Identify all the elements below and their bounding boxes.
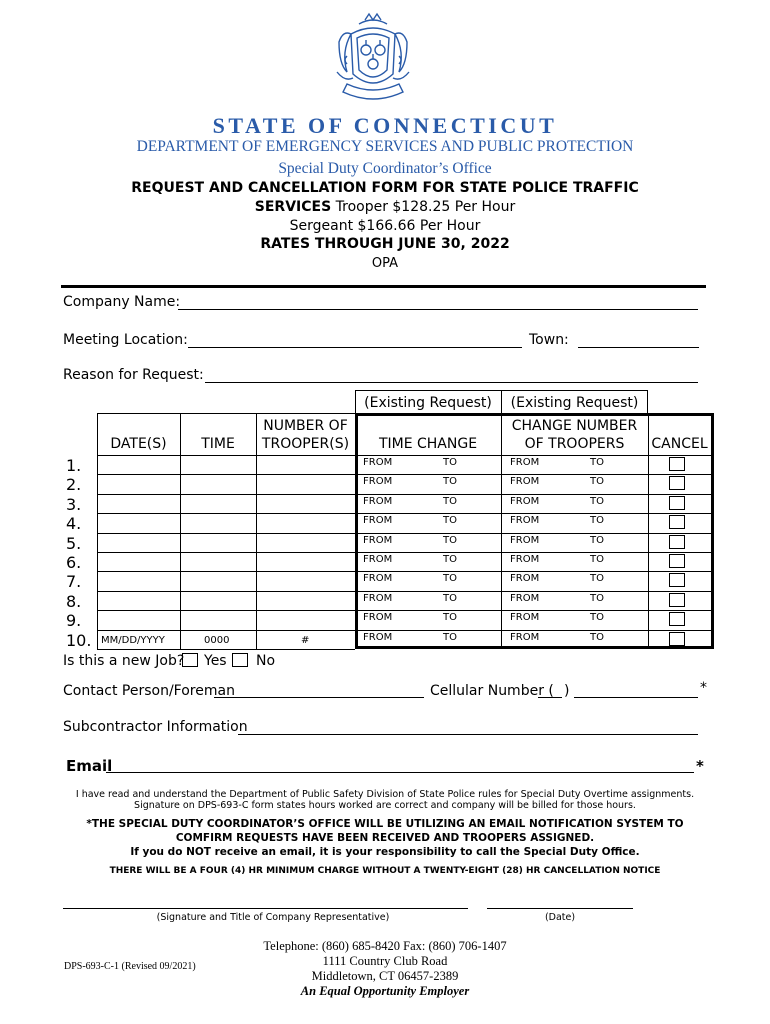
row-number: 10. — [66, 630, 92, 650]
time-change-to[interactable]: TO — [443, 592, 457, 604]
troopers-cell[interactable] — [257, 534, 355, 552]
troopers-change-from[interactable]: FROM — [510, 457, 540, 468]
col-troopers-1: NUMBER OF — [263, 418, 348, 434]
troopers-change-from[interactable]: FROM — [510, 612, 540, 624]
email-field[interactable] — [106, 772, 694, 773]
time-change-to[interactable]: TO — [443, 631, 457, 643]
troopers-change-from[interactable]: FROM — [510, 476, 540, 488]
new-job-yes-label: Yes — [204, 653, 227, 669]
time-change-from[interactable]: FROM — [363, 592, 393, 604]
row-number: 9. — [66, 611, 82, 631]
time-cell[interactable] — [181, 592, 256, 610]
time-change-to[interactable]: TO — [443, 573, 457, 585]
troopers-cell[interactable] — [257, 456, 355, 474]
email-notice-2: COMFIRM REQUESTS HAVE BEEN RECEIVED AND TROOPERS ASSIGNED. — [175, 832, 595, 844]
troopers-cell[interactable] — [257, 572, 355, 590]
footer-address-2: Middletown, CT 06457-2389 — [311, 969, 459, 983]
date-label: (Date) — [544, 912, 576, 923]
time-change-to[interactable]: TO — [443, 534, 457, 546]
subcontractor-label: Subcontractor Information — [63, 719, 248, 735]
col-troopers-2: TROOPER(S) — [261, 436, 350, 452]
time-cell[interactable] — [181, 553, 256, 571]
time-change-to[interactable]: TO — [443, 495, 457, 507]
date-line[interactable] — [487, 908, 633, 909]
new-job-question: Is this a new Job? — [63, 653, 185, 669]
troopers-cell[interactable] — [257, 475, 355, 493]
company-name-label: Company Name: — [63, 294, 181, 310]
form-id: DPS-693-C-1 (Revised 09/2021) — [64, 961, 196, 972]
cancel-checkbox[interactable] — [669, 632, 685, 646]
time-change-to[interactable]: TO — [443, 612, 457, 624]
meeting-location-field[interactable] — [188, 347, 522, 348]
table-bottom — [97, 649, 355, 650]
cellular-field[interactable] — [574, 697, 698, 698]
col-time-change: TIME CHANGE — [378, 436, 478, 452]
sergeant-rate: Sergeant $166.66 Per Hour — [289, 218, 481, 234]
new-job-no-checkbox[interactable] — [232, 653, 248, 667]
email-required-star: * — [696, 757, 704, 775]
troopers-change-to[interactable]: TO — [590, 573, 604, 585]
signature-label: (Signature and Title of Company Representative) — [156, 912, 390, 923]
cellular-label: Cellular Number ( — [430, 683, 554, 699]
cancel-checkbox[interactable] — [669, 535, 685, 549]
existing-request-label-2: (Existing Request) — [510, 395, 639, 411]
new-job-yes-checkbox[interactable] — [182, 653, 198, 667]
col-change-number-2: OF TROOPERS — [524, 436, 625, 452]
time-cell[interactable] — [181, 534, 256, 552]
time-change-from[interactable]: FROM — [363, 573, 393, 585]
cancel-checkbox[interactable] — [669, 573, 685, 587]
cancel-checkbox[interactable] — [669, 457, 685, 471]
troopers-change-to[interactable]: TO — [590, 515, 604, 527]
row-number: 5. — [66, 533, 82, 553]
row-number: 1. — [66, 456, 82, 475]
cancel-checkbox[interactable] — [669, 515, 685, 529]
cancel-checkbox[interactable] — [669, 496, 685, 510]
troopers-change-from[interactable]: FROM — [510, 554, 540, 565]
footer-address-1: 1111 Country Club Road — [322, 954, 448, 968]
email-notice-1: *THE SPECIAL DUTY COORDINATOR’S OFFICE WILL BE UTILIZING AN EMAIL NOTIFICATION SYSTEM TO — [86, 818, 684, 830]
troopers-change-to[interactable]: TO — [590, 631, 604, 643]
email-notice-3: If you do NOT receive an email, it is your responsibility to call the Special Duty Office. — [130, 846, 640, 858]
time-cell[interactable] — [181, 572, 256, 590]
date-cell[interactable] — [98, 611, 180, 629]
row-number: 3. — [66, 494, 82, 514]
footer-eoe: An Equal Opportunity Employer — [300, 984, 470, 998]
troopers-change-to[interactable]: TO — [590, 592, 604, 604]
company-name-field[interactable] — [178, 309, 698, 310]
town-label: Town: — [529, 332, 569, 348]
time-cell[interactable] — [181, 456, 256, 474]
troopers-change-from[interactable]: FROM — [510, 495, 540, 507]
read-statement-2: Signature on DPS-693-C form states hours worked are correct and company will be billed for those hours. — [134, 800, 636, 811]
date-placeholder: MM/DD/YYYY — [101, 634, 165, 646]
time-change-from[interactable]: FROM — [363, 515, 393, 527]
trooper-rate: SERVICES Trooper $128.25 Per Hour — [254, 199, 516, 215]
existing-request-label-1: (Existing Request) — [364, 395, 492, 411]
time-change-to[interactable]: TO — [443, 457, 457, 468]
troopers-cell[interactable] — [257, 495, 355, 513]
time-cell[interactable] — [181, 514, 256, 532]
town-field[interactable] — [578, 347, 699, 348]
time-change-from[interactable]: FROM — [363, 495, 393, 507]
date-cell[interactable] — [98, 592, 180, 610]
new-job-no-label: No — [256, 653, 276, 669]
time-cell[interactable] — [181, 475, 256, 493]
footer-phone: Telephone: (860) 685-8420 Fax: (860) 706-1407 — [263, 939, 507, 953]
time-change-to[interactable]: TO — [443, 554, 457, 565]
time-change-from[interactable]: FROM — [363, 554, 393, 565]
opa-label: OPA — [371, 256, 399, 271]
troopers-change-to[interactable]: TO — [590, 457, 604, 468]
date-cell[interactable] — [98, 553, 180, 571]
header-divider — [61, 285, 706, 288]
time-change-to[interactable]: TO — [443, 476, 457, 488]
row-number: 2. — [66, 475, 82, 495]
col-change-number-1: CHANGE NUMBER — [511, 418, 638, 434]
time-change-from[interactable]: FROM — [363, 476, 393, 488]
troopers-cell[interactable] — [257, 611, 355, 629]
troopers-cell[interactable] — [257, 553, 355, 571]
troopers-change-from[interactable]: FROM — [510, 515, 540, 527]
minimum-charge-notice: THERE WILL BE A FOUR (4) HR MINIMUM CHARGE WITHOUT A TWENTY-EIGHT (28) HR CANCELLATION NOTICE — [109, 866, 661, 876]
rates-through: RATES THROUGH JUNE 30, 2022 — [260, 236, 510, 252]
troopers-change-to[interactable]: TO — [590, 612, 604, 624]
cancel-checkbox[interactable] — [669, 554, 685, 568]
subcontractor-field[interactable] — [238, 734, 698, 735]
troopers-change-to[interactable]: TO — [590, 476, 604, 488]
time-change-to[interactable]: TO — [443, 515, 457, 527]
col-time: TIME — [201, 436, 235, 452]
cancel-checkbox[interactable] — [669, 593, 685, 607]
troopers-cell[interactable] — [257, 592, 355, 610]
col-cancel: CANCEL — [651, 436, 708, 452]
time-change-from[interactable]: FROM — [363, 457, 393, 468]
time-change-from[interactable]: FROM — [363, 612, 393, 624]
office-name: Special Duty Coordinator’s Office — [278, 160, 492, 177]
cellular-required-star: * — [700, 680, 707, 696]
row-number: 8. — [66, 591, 82, 611]
time-change-from[interactable]: FROM — [363, 631, 393, 643]
date-cell[interactable] — [98, 514, 180, 532]
troopers-change-to[interactable]: TO — [590, 554, 604, 565]
troopers-change-from[interactable]: FROM — [510, 573, 540, 585]
troopers-change-to[interactable]: TO — [590, 495, 604, 507]
row-number: 4. — [66, 514, 82, 534]
contact-person-label: Contact Person/Foreman — [63, 683, 235, 699]
date-cell[interactable] — [98, 534, 180, 552]
troopers-change-to[interactable]: TO — [590, 534, 604, 546]
date-cell[interactable] — [98, 495, 180, 513]
reason-field[interactable] — [205, 382, 698, 383]
date-cell[interactable] — [98, 475, 180, 493]
troopers-change-from[interactable]: FROM — [510, 534, 540, 546]
meeting-location-label: Meeting Location: — [63, 332, 188, 348]
troopers-change-from[interactable]: FROM — [510, 592, 540, 604]
time-placeholder: 0000 — [204, 634, 230, 646]
state-name: STATE OF CONNECTICUT — [212, 113, 558, 138]
date-cell[interactable] — [98, 456, 180, 474]
email-label: Email — [66, 757, 113, 775]
row-number: 7. — [66, 572, 82, 592]
state-seal-logo — [329, 12, 417, 108]
signature-line[interactable] — [63, 908, 468, 909]
date-cell[interactable] — [98, 572, 180, 590]
time-change-from[interactable]: FROM — [363, 534, 393, 546]
time-cell[interactable] — [181, 611, 256, 629]
reason-label: Reason for Request: — [63, 367, 204, 383]
form-title: REQUEST AND CANCELLATION FORM FOR STATE POLICE TRAFFIC — [131, 180, 639, 196]
cancel-checkbox[interactable] — [669, 612, 685, 626]
cellular-close: ) — [564, 683, 570, 699]
read-statement-1: I have read and understand the Department of Public Safety Division of State Police rules for Special Duty Overtime assignments. — [75, 789, 695, 800]
contact-person-field[interactable] — [214, 697, 424, 698]
troopers-change-from[interactable]: FROM — [510, 631, 540, 643]
col-dates: DATE(S) — [110, 436, 167, 452]
department-name: DEPARTMENT OF EMERGENCY SERVICES AND PUBLIC PROTECTION — [136, 138, 634, 155]
time-cell[interactable] — [181, 495, 256, 513]
area-code-field[interactable] — [538, 697, 562, 698]
cancel-checkbox[interactable] — [669, 476, 685, 490]
troopers-placeholder: # — [301, 634, 310, 646]
troopers-cell[interactable] — [257, 514, 355, 532]
row-number: 6. — [66, 553, 82, 572]
